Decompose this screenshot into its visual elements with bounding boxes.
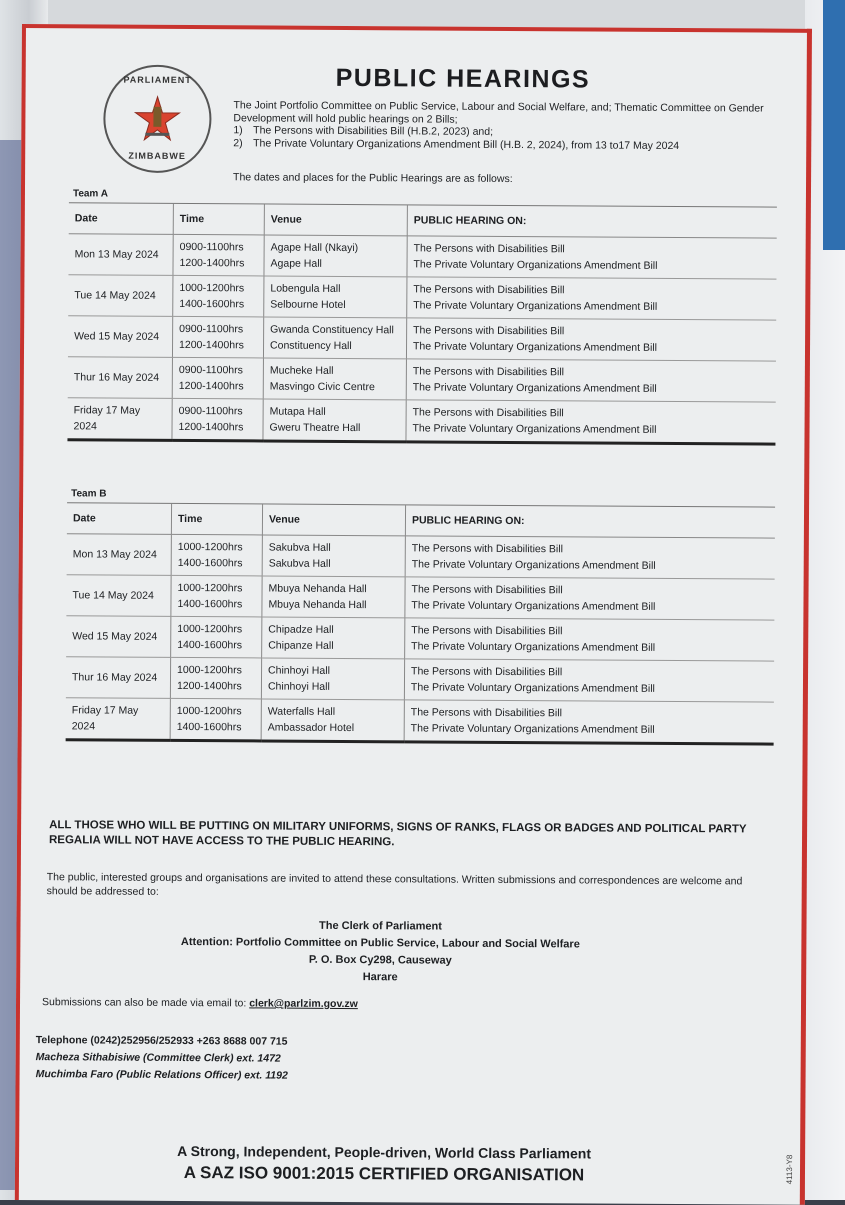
cell-text: 1200-1400hrs bbox=[179, 338, 244, 352]
postal-address bbox=[170, 917, 590, 988]
cell-text: Thur 16 May 2024 bbox=[71, 671, 158, 684]
table-cell bbox=[264, 276, 407, 318]
team-a-section bbox=[67, 186, 777, 445]
cell-text: 1400-1600hrs bbox=[177, 638, 243, 652]
team-b-label: Team B bbox=[67, 486, 775, 507]
table-cell bbox=[171, 575, 262, 617]
cell-text: 1400-1600hrs bbox=[177, 597, 243, 611]
cell-text: The Private Voluntary Organizations Amendment Bill bbox=[413, 340, 658, 354]
cell-text: Selbourne Hotel bbox=[270, 298, 346, 311]
cell-text: Gweru Theatre Hall bbox=[269, 421, 361, 435]
cell-text: The Persons with Disabilities Bill bbox=[411, 542, 563, 556]
table-cell bbox=[404, 659, 774, 702]
cell-text: 1000-1200hrs bbox=[177, 622, 243, 636]
cell-text: 1000-1200hrs bbox=[177, 581, 243, 595]
table-cell bbox=[172, 357, 263, 399]
cell-text: Thur 16 May 2024 bbox=[73, 371, 160, 384]
cell-text: Friday 17 May 2024 bbox=[71, 704, 139, 733]
email-link[interactable]: clerk@parlzim.gov.zw bbox=[249, 997, 358, 1011]
table-row bbox=[67, 398, 775, 444]
cell-text: Ambassador Hotel bbox=[267, 721, 355, 735]
cell-text: 1200-1400hrs bbox=[179, 256, 245, 270]
cell-text: The Persons with Disabilities Bill bbox=[411, 583, 563, 597]
table-cell bbox=[404, 700, 774, 744]
page-title: PUBLIC HEARINGS bbox=[335, 63, 591, 94]
cell-text: The Private Voluntary Organizations Amendment Bill bbox=[410, 681, 655, 695]
cell-text: The Private Voluntary Organizations Amendment Bill bbox=[411, 640, 656, 654]
table-cell bbox=[68, 234, 173, 276]
contact-clerk: Macheza Sithabisiwe (Committee Clerk) ext. 1472 bbox=[35, 1051, 281, 1065]
cell-text: Mbuya Nehanda Hall bbox=[268, 582, 367, 596]
cell-text: 0900-1100hrs bbox=[179, 322, 244, 336]
table-row bbox=[68, 357, 776, 402]
table-row bbox=[66, 657, 774, 702]
team-b-section bbox=[66, 486, 776, 745]
cell-text: Masvingo Civic Centre bbox=[269, 380, 375, 394]
table-cell bbox=[406, 359, 776, 402]
parliament-motto bbox=[159, 1143, 609, 1186]
regalia-warning: ALL THOSE WHO WILL BE PUTTING ON MILITARY UNIFORMS, SIGNS OF RANKS, FLAGS OR BADGES AND POLITICAL PARTY REGALIA WILL NOT HAVE ACCESS TO THE PUBLIC HEARING. bbox=[48, 819, 747, 849]
table-cell bbox=[262, 535, 405, 577]
cell-text: The Private Voluntary Organizations Amendment Bill bbox=[412, 381, 657, 395]
cell-text: The Persons with Disabilities Bill bbox=[411, 665, 563, 679]
table-cell bbox=[172, 316, 263, 358]
cell-text: The Persons with Disabilities Bill bbox=[412, 365, 565, 379]
motto-line-2: A SAZ ISO 9001:2015 CERTIFIED ORGANISATION bbox=[183, 1163, 585, 1185]
table-cell bbox=[407, 277, 777, 320]
table-cell bbox=[261, 658, 404, 700]
cell-text: The Persons with Disabilities Bill bbox=[413, 242, 565, 256]
header-hearing: PUBLIC HEARING ON: bbox=[405, 505, 775, 538]
email-line bbox=[42, 996, 358, 1010]
table-row bbox=[67, 534, 775, 579]
table-row bbox=[68, 275, 776, 320]
table-cell bbox=[406, 400, 776, 444]
table-cell bbox=[173, 234, 264, 276]
bill-item-1: 1) The Persons with Disabilities Bill (H.B.2, 2023) and; bbox=[233, 124, 494, 138]
table-cell bbox=[261, 699, 404, 742]
header-time: Time bbox=[173, 204, 264, 235]
table-cell bbox=[172, 398, 263, 441]
cell-text: Chipadze Hall bbox=[268, 623, 334, 636]
cell-text: 1400-1600hrs bbox=[179, 297, 245, 311]
cell-text: 1000-1200hrs bbox=[179, 281, 245, 295]
background-right-strip bbox=[823, 0, 845, 250]
cell-text: Mon 13 May 2024 bbox=[72, 548, 157, 561]
cell-text: Gwanda Constituency Hall bbox=[270, 323, 394, 337]
table-cell bbox=[263, 399, 406, 442]
table-cell bbox=[173, 275, 264, 317]
table-cell bbox=[407, 236, 777, 279]
table-cell bbox=[67, 534, 172, 576]
table-cell bbox=[66, 698, 171, 741]
bird-on-star-emblem-icon bbox=[131, 93, 183, 145]
cell-text: Agape Hall (Nkayi) bbox=[270, 241, 359, 255]
dates-intro: The dates and places for the Public Hearings are as follows: bbox=[233, 171, 513, 185]
cell-text: The Private Voluntary Organizations Amendment Bill bbox=[411, 558, 656, 572]
cell-text: The Persons with Disabilities Bill bbox=[410, 706, 562, 720]
table-header-row bbox=[69, 203, 777, 238]
intro-text bbox=[233, 99, 773, 152]
cell-text: The Persons with Disabilities Bill bbox=[413, 324, 565, 338]
table-row bbox=[68, 316, 776, 361]
team-a-label: Team A bbox=[69, 186, 777, 207]
cell-text: Wed 15 May 2024 bbox=[74, 330, 160, 343]
cell-text: 1000-1200hrs bbox=[177, 663, 242, 677]
cell-text: The Private Voluntary Organizations Amendment Bill bbox=[413, 258, 658, 272]
telephone-line: Telephone (0242)252956/252933 +263 8688 007 715 bbox=[35, 1034, 288, 1048]
cell-text: Constituency Hall bbox=[270, 339, 352, 353]
cell-text: The Persons with Disabilities Bill bbox=[411, 624, 563, 638]
cell-text: 1200-1400hrs bbox=[178, 420, 244, 434]
table-cell bbox=[66, 575, 171, 617]
cell-text: 1000-1200hrs bbox=[177, 540, 243, 554]
table-cell bbox=[262, 576, 405, 618]
cell-text: Chinhoyi Hall bbox=[267, 680, 330, 693]
cell-text: Mbuya Nehanda Hall bbox=[268, 598, 367, 612]
cell-text: 0900-1100hrs bbox=[178, 404, 243, 418]
team-b-table bbox=[66, 503, 775, 745]
header-time: Time bbox=[171, 504, 262, 535]
cell-text: Tue 14 May 2024 bbox=[74, 289, 156, 302]
table-cell bbox=[262, 617, 405, 659]
cell-text: The Private Voluntary Organizations Amendment Bill bbox=[410, 722, 655, 736]
table-row bbox=[68, 234, 776, 279]
cell-text: Sakubva Hall bbox=[268, 557, 331, 570]
cell-text: The Private Voluntary Organizations Amendment Bill bbox=[413, 299, 658, 313]
table-cell bbox=[68, 275, 173, 317]
cell-text: Sakubva Hall bbox=[268, 541, 331, 554]
cell-text: 1400-1600hrs bbox=[176, 720, 242, 734]
intro-line: The Joint Portfolio Committee on Public Service, Labour and Social Welfare, and; Thematic Committee on Gender Development will hold public hearings on 2 Bills; bbox=[233, 99, 764, 126]
table-cell bbox=[264, 235, 407, 277]
cell-text: 0900-1100hrs bbox=[179, 240, 244, 254]
table-row bbox=[66, 575, 774, 620]
header-venue: Venue bbox=[264, 204, 407, 235]
table-cell bbox=[171, 616, 262, 658]
cell-text: Lobengula Hall bbox=[270, 282, 341, 295]
newspaper-notice bbox=[15, 24, 812, 1205]
cell-text: Mucheke Hall bbox=[269, 364, 334, 377]
address-line-2: Attention: Portfolio Committee on Public Service, Labour and Social Welfare bbox=[180, 935, 580, 951]
logo-bottom-text: ZIMBABWE bbox=[128, 150, 186, 162]
email-prefix: Submissions can also be made via email to: bbox=[41, 996, 250, 1010]
parliament-logo bbox=[103, 65, 212, 174]
cell-text: Chinhoyi Hall bbox=[268, 664, 330, 677]
cell-text: Chipanze Hall bbox=[268, 639, 334, 652]
table-header-row bbox=[67, 503, 775, 538]
table-cell bbox=[68, 316, 173, 358]
table-cell bbox=[170, 657, 261, 699]
table-cell bbox=[263, 317, 406, 359]
invitation-text: The public, interested groups and organisations are invited to attend these consultations. Written submissions and correspondences are welcome and should be addressed to: bbox=[46, 871, 743, 898]
cell-text: 1400-1600hrs bbox=[177, 556, 243, 570]
cell-text: 1000-1200hrs bbox=[176, 704, 242, 718]
cell-text: The Private Voluntary Organizations Amendment Bill bbox=[411, 599, 656, 613]
table-row bbox=[66, 616, 774, 661]
address-line-4: Harare bbox=[362, 971, 398, 984]
cell-text: The Persons with Disabilities Bill bbox=[412, 406, 564, 420]
header-hearing: PUBLIC HEARING ON: bbox=[407, 205, 777, 238]
contact-pro: Muchimba Faro (Public Relations Officer) ext. 1192 bbox=[35, 1068, 288, 1082]
header-date: Date bbox=[67, 503, 172, 534]
address-line-3: P. O. Box Cy298, Causeway bbox=[308, 953, 452, 967]
table-cell bbox=[66, 616, 171, 658]
table-cell bbox=[67, 398, 172, 441]
cell-text: Waterfalls Hall bbox=[267, 705, 336, 718]
table-cell bbox=[171, 534, 262, 576]
table-cell bbox=[405, 618, 775, 661]
motto-line-1: A Strong, Independent, People-driven, World Class Parliament bbox=[177, 1142, 592, 1162]
bill-item-2: 2) The Private Voluntary Organizations Amendment Bill (H.B. 2, 2024), from 13 to17 May 2024 bbox=[233, 136, 680, 152]
cell-text: Agape Hall bbox=[270, 257, 322, 270]
cell-text: The Persons with Disabilities Bill bbox=[413, 283, 565, 297]
table-cell bbox=[170, 698, 261, 741]
cell-text: The Private Voluntary Organizations Amendment Bill bbox=[412, 422, 657, 436]
cell-text: 1200-1400hrs bbox=[178, 379, 244, 393]
cell-text: 1200-1400hrs bbox=[176, 679, 242, 693]
cell-text: Wed 15 May 2024 bbox=[72, 630, 158, 643]
table-cell bbox=[405, 577, 775, 620]
cell-text: Tue 14 May 2024 bbox=[72, 589, 154, 602]
cell-text: Mutapa Hall bbox=[269, 405, 326, 418]
table-cell bbox=[68, 357, 173, 399]
table-cell bbox=[263, 358, 406, 400]
logo-top-text: PARLIAMENT bbox=[123, 74, 192, 86]
side-code: 4113-Y8 bbox=[784, 1155, 795, 1185]
address-line-1: The Clerk of Parliament bbox=[319, 919, 442, 933]
cell-text: Mon 13 May 2024 bbox=[74, 248, 159, 261]
team-a-table bbox=[67, 203, 776, 445]
table-cell bbox=[405, 536, 775, 579]
table-cell bbox=[66, 657, 171, 699]
cell-text: 0900-1100hrs bbox=[178, 363, 243, 377]
cell-text: Friday 17 May 2024 bbox=[73, 404, 141, 433]
table-row bbox=[66, 698, 774, 744]
header-venue: Venue bbox=[262, 504, 405, 535]
header-date: Date bbox=[69, 203, 174, 234]
contact-details bbox=[36, 1032, 289, 1085]
table-cell bbox=[406, 318, 776, 361]
